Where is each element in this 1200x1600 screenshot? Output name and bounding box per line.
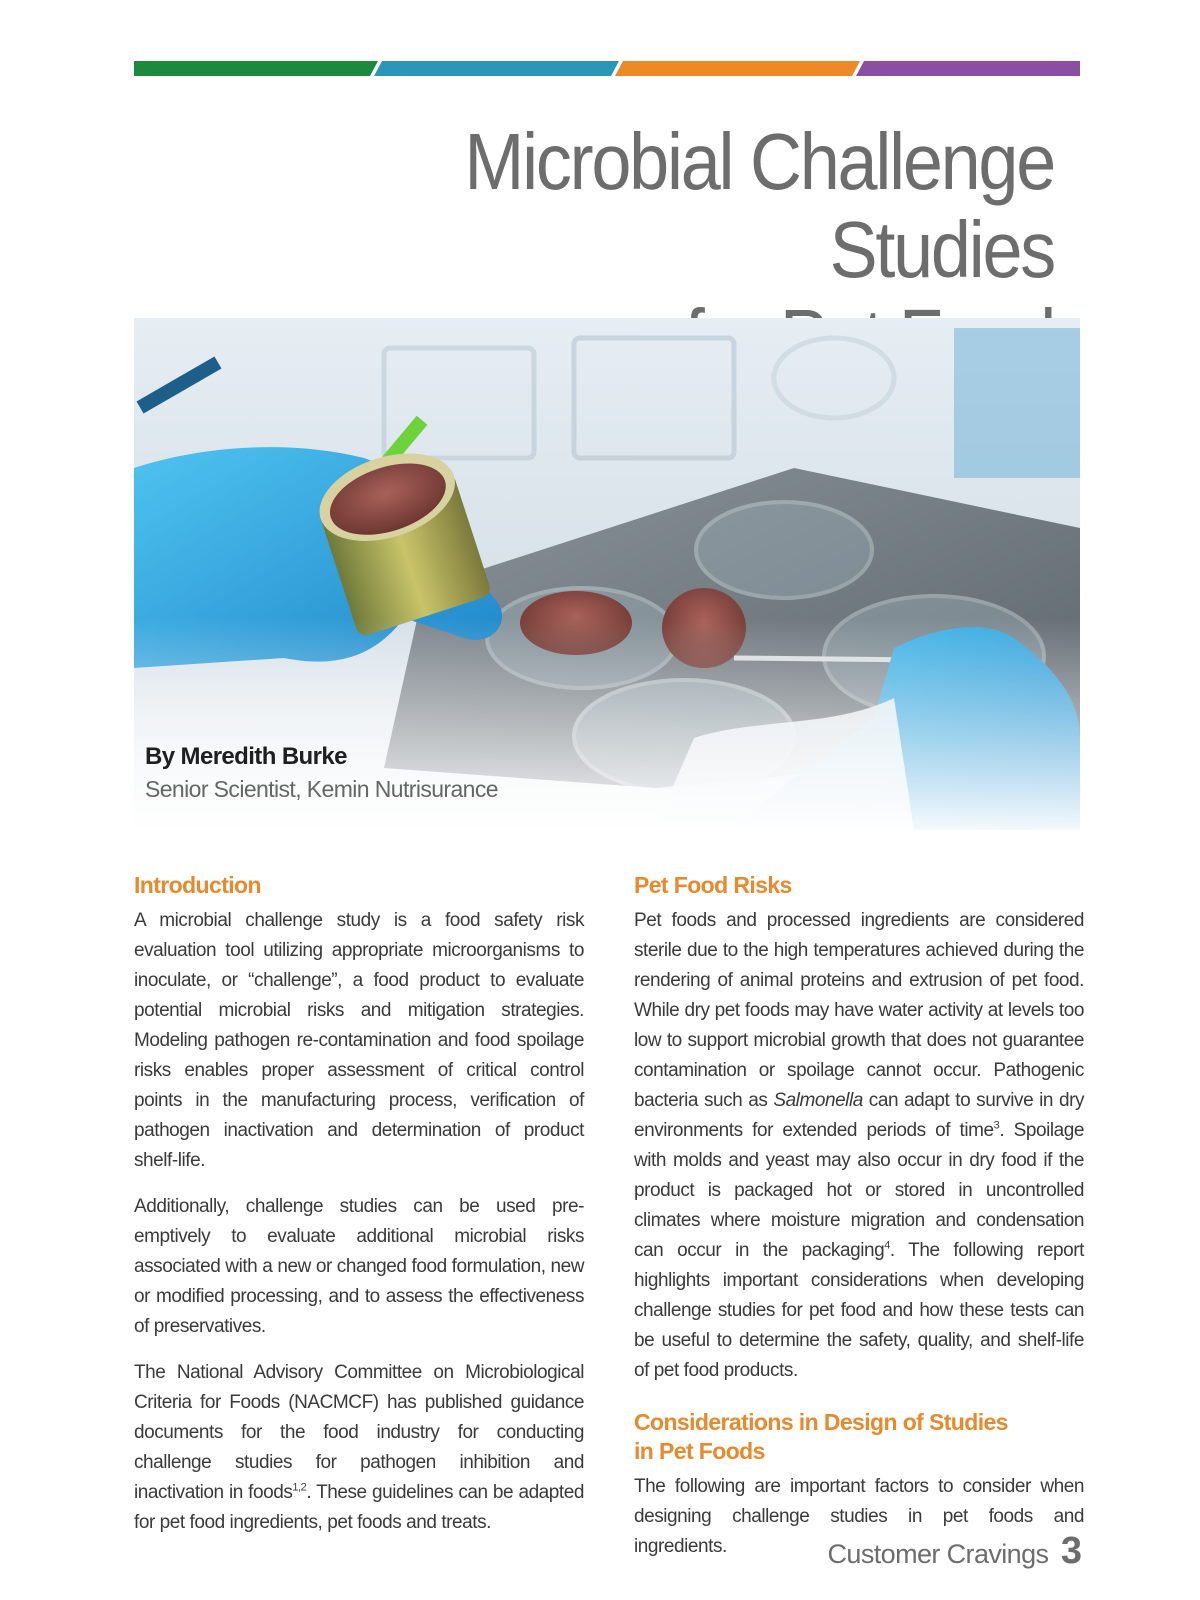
paragraph-text: can adapt to survive in dry environments for extended periods of time [634, 1090, 1085, 1141]
pet-food-risks-heading: Pet Food Risks [634, 872, 792, 898]
considerations-heading-line2: in Pet Foods [634, 1438, 765, 1464]
author-name: By Meredith Burke [145, 743, 347, 770]
pet-food-risks-paragraph [634, 906, 1084, 1386]
paragraph-text: Pet foods and processed ingredients are considered sterile due to the high temperatures achieved during the rendering of animal proteins and extrusion of pet food. While dry pet foods may have water activity at levels too low to support microbial growth that does not guarantee contamination or spoilage cannot occur. Pathogenic bacteria such as [634, 910, 1084, 1111]
page-footer [828, 1530, 1082, 1573]
citation: 4 [884, 1239, 890, 1252]
citation: 3 [993, 1119, 1000, 1132]
band-segment-purple [856, 61, 1080, 76]
paragraph-text: . The following report highlights important considerations when developing challenge studies for pet food and how these tests can be useful to determine the safety, quality, and shelf-life of pet food products. [634, 1240, 1084, 1381]
paragraph-text: . These guidelines can be adapted for pet food ingredients, pet foods and treats. [134, 1482, 584, 1533]
introduction-paragraph-2: Additionally, challenge studies can be used pre-emptively to evaluate additional microbial risks associated with a new or changed food formulation, new or modified processing, and to assess the effectiveness of preservatives. [134, 1196, 584, 1337]
italic-term: Salmonella [773, 1090, 863, 1111]
introduction-heading: Introduction [134, 872, 261, 898]
band-segment-green [134, 61, 378, 76]
page-number: 3 [1060, 1530, 1082, 1572]
considerations-heading-line1: Considerations in Design of Studies [634, 1409, 1008, 1435]
introduction-paragraph-1: A microbial challenge study is a food safety risk evaluation tool utilizing appropriate microorganisms to inoculate, or “challenge”, a food product to evaluate potential microbial risks and mitigation strategies. Modeling pathogen re-contamination and food spoilage risks enables proper assessment of critical control points in the manufacturing process, verification of pathogen inactivation and determination of product shelf-life. [134, 910, 584, 1171]
considerations-paragraph: The following are important factors to consider when designing challenge studies in pet foods and ingredients. [634, 1476, 1084, 1557]
color-band [134, 61, 1080, 76]
article-title-line1: Microbial Challenge Studies [464, 117, 1054, 294]
paragraph-text: . Spoilage with molds and yeast may also occur in dry food if the product is packaged hot or stored in uncontrolled climates where moisture migration and condensation can occur in the packaging [634, 1120, 1084, 1261]
author-role: Senior Scientist, Kemin Nutrisurance [145, 776, 498, 802]
considerations-heading [634, 1408, 1084, 1466]
left-column [134, 870, 584, 1554]
paragraph-text: The National Advisory Committee on Microbiological Criteria for Foods (NACMCF) has published guidance documents for the food industry for conducting challenge studies for pathogen inhibition and inactivation in foods [134, 1362, 584, 1503]
band-segment-orange [615, 61, 860, 76]
right-column [634, 870, 1084, 1578]
publication-name: Customer Cravings [827, 1539, 1049, 1569]
introduction-paragraph-3 [134, 1358, 584, 1538]
citation: 1,2 [292, 1481, 307, 1494]
byline [145, 742, 498, 806]
band-segment-blue [374, 61, 619, 76]
